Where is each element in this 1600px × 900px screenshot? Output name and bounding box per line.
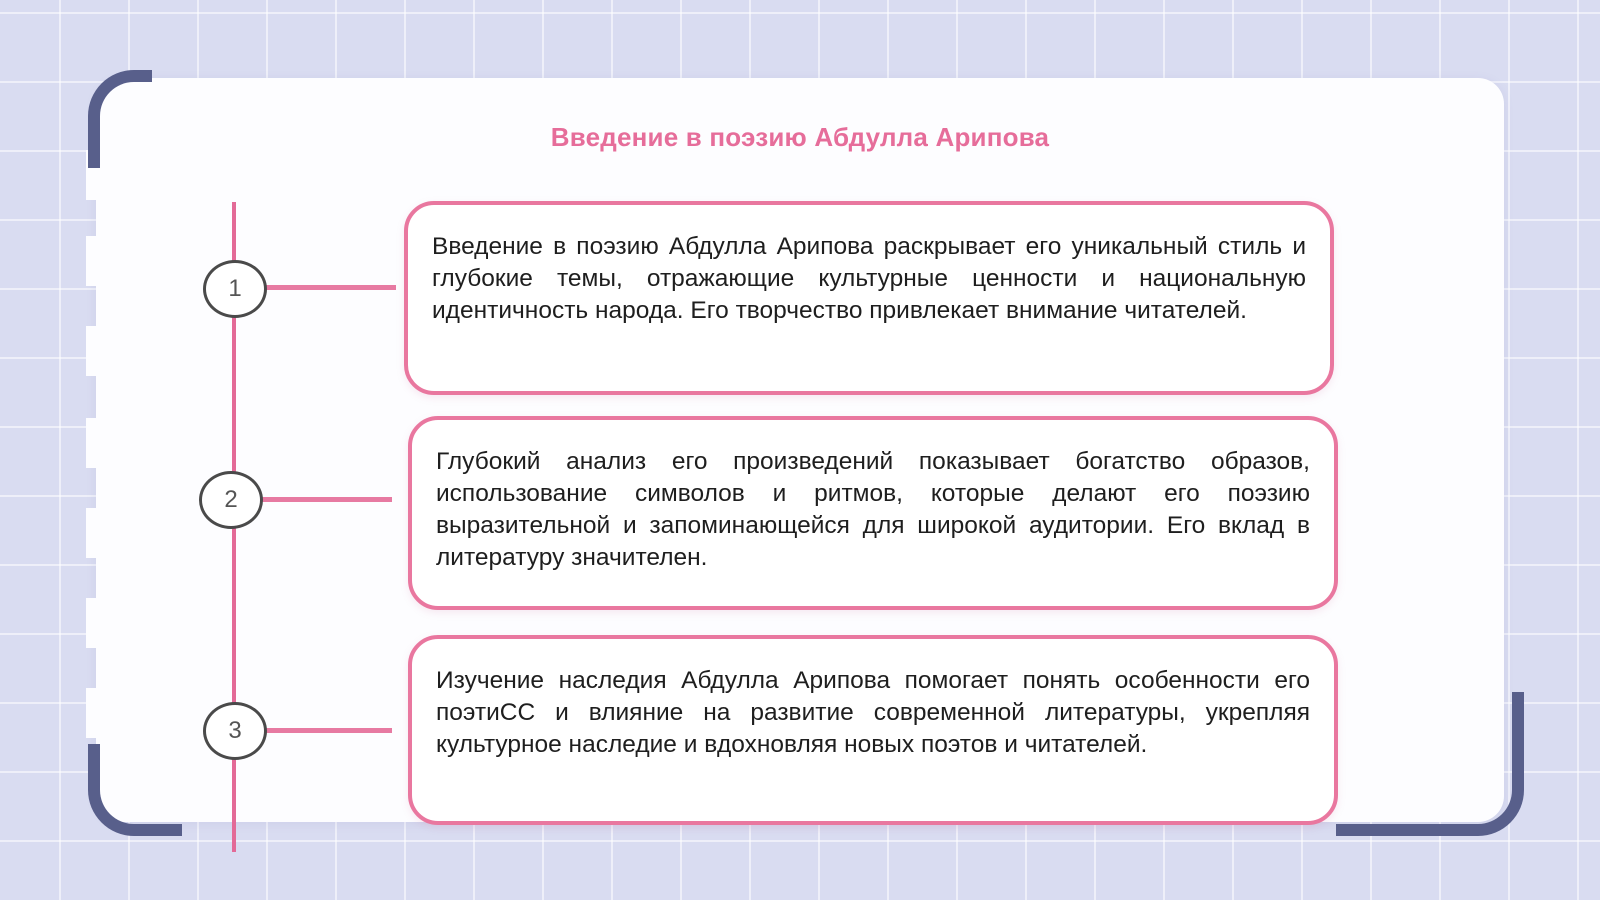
timeline-connector (266, 728, 392, 733)
step-text: Введение в поэзию Абдулла Арипова раскрывает его уникальный стиль и глубокие темы, отражающие культурные ценности и национальную идентичность народа. Его творчество привлекает внимание читателей. (432, 233, 1306, 324)
corner-bracket-bottom-right (1336, 692, 1524, 836)
corner-bracket-top-left (88, 70, 152, 168)
step-card-2 (408, 416, 1338, 610)
step-card-1 (404, 201, 1334, 395)
step-number: 1 (228, 275, 242, 302)
timeline-connector (262, 497, 392, 502)
step-card-3 (408, 635, 1338, 825)
step-number: 3 (228, 717, 242, 744)
corner-bracket-bottom-left (88, 744, 182, 836)
timeline-connector (266, 285, 396, 290)
step-number: 2 (224, 486, 238, 513)
step-text: Изучение наследия Абдулла Арипова помогает понять особенности его поэтиСС и влияние на развитие современной литературы, укрепляя культурное наследие и вдохновляя новых поэтов и читателей. (436, 667, 1310, 758)
slide-title: Введение в поэзию Абдулла Арипова (550, 122, 1050, 152)
step-badge-1 (203, 260, 267, 318)
step-text: Глубокий анализ его произведений показывает богатство образов, использование символов и ритмов, которые делают его поэзию выразительной и запоминающейся для широкой аудитории. Его вклад в литературу значителен. (436, 448, 1310, 571)
step-badge-2 (199, 471, 263, 529)
step-badge-3 (203, 702, 267, 760)
